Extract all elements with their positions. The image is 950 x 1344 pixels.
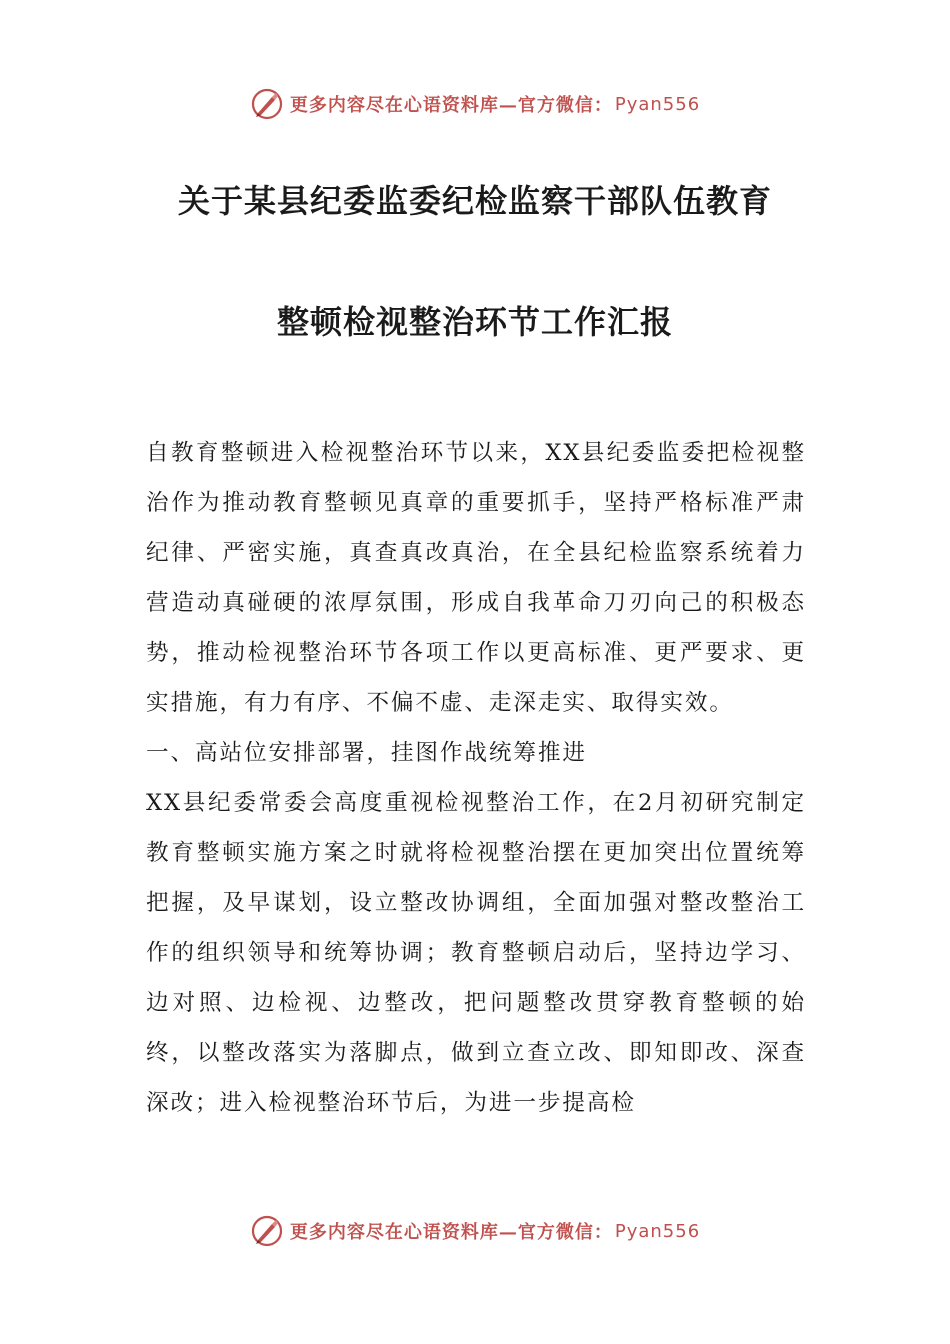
watermark-banner-bottom xyxy=(0,1211,950,1251)
watermark-text: 更多内容尽在心语资料库—官方微信： xyxy=(289,1222,613,1243)
wechat-id: Pyan556 xyxy=(614,93,701,115)
wechat-id: Pyan556 xyxy=(614,1220,701,1242)
intro-paragraph: 自教育整顿进入检视整治环节以来，XX县纪委监委把检视整治作为推动教育整顿见真章的重要抓手，坚持严格标准严肃纪律、严密实施，真查真改真治，在全县纪检监察系统着力营造动真碰硬的浓厚氛围，形成自我革命刀刃向己的积极态势，推动检视整治环节各项工作以更高标准、更严要求、更实措施，有力有序、不偏不虚、走深走实、取得实效。 xyxy=(146,440,806,716)
document-title-line-2: 整顿检视整治环节工作汇报 xyxy=(276,303,673,341)
watermark-text: 更多内容尽在心语资料库—官方微信： xyxy=(289,95,613,116)
watermark-banner-top xyxy=(0,84,950,124)
section-1-paragraph: XX县纪委常委会高度重视检视整治工作，在2月初研究制定教育整顿实施方案之时就将检视整治摆在更加突出位置统筹把握，及早谋划，设立整改协调组，全面加强对整改整治工作的组织领导和统筹协调；教育整顿启动后，坚持边学习、边对照、边检视、边整改，把问题整改贯穿教育整顿的始终，以整改落实为落脚点，做到立查立改、即知即改、深查深改；进入检视整治环节后，为进一步提高检 xyxy=(146,790,806,1116)
pen-logo-icon xyxy=(250,1214,284,1248)
document-title-line-1: 关于某县纪委监委纪检监察干部队伍教育 xyxy=(177,182,772,220)
section-heading-1: 一、高站位安排部署，挂图作战统筹推进 xyxy=(146,740,587,766)
pen-logo-icon xyxy=(250,87,284,121)
document-body xyxy=(146,428,806,1128)
